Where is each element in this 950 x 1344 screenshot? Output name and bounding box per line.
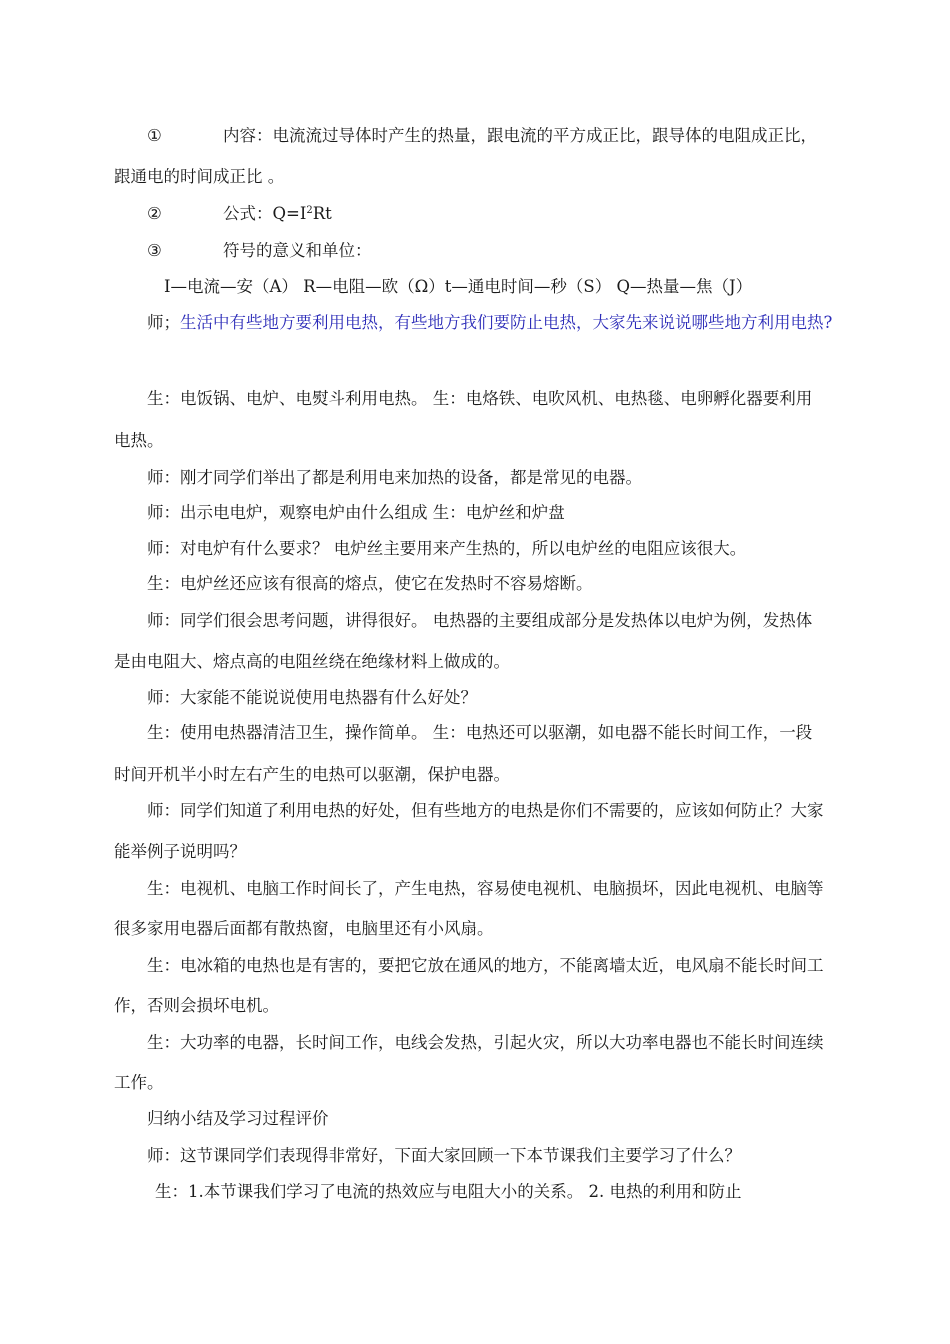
student-answer-1-line1: 生：电饭锅、电炉、电熨斗利用电热。 生：电烙铁、电吹风机、电热毯、电卵孵化器要利用 [147,389,813,408]
heat-law-formula [223,203,332,225]
teacher-line-6: 师：大家能不能说说使用电热器有什么好处？ [147,688,477,707]
teacher-line-5-1: 师：同学们很会思考问题，讲得很好。 电热器的主要组成部分是发热体以电炉为例，发热体 [147,611,813,630]
symbols-heading: 符号的意义和单位： [223,241,372,260]
student-line-9-2: 工作。 [114,1073,164,1092]
teacher-line-3: 师：出示电电炉，观察电炉由什么组成 生：电炉丝和炉盘 [147,503,565,522]
student-line-6-2: 时间开机半小时左右产生的电热可以驱潮，保护电器。 [114,765,510,784]
teacher-line-7-2: 能举例子说明吗？ [114,842,246,861]
heat-law-content-line1: 内容：电流流过导体时产生的热量，跟电流的平方成正比，跟导体的电阻成正比， [223,126,817,145]
student-line-8-1: 生：电冰箱的电热也是有害的，要把它放在通风的地方，不能离墙太近，电风扇不能长时间工 [147,956,824,975]
teacher-line-5-2: 是由电阻大、熔点高的电阻丝绕在绝缘材料上做成的。 [114,652,510,671]
list-marker-2: ② [147,204,162,223]
student-line-6-1: 生：使用电热器清洁卫生，操作简单。 生：电热还可以驱潮，如电器不能长时间工作，一段 [147,723,813,742]
summary-heading: 归纳小结及学习过程评价 [147,1109,329,1128]
teacher-question-1 [147,312,832,334]
teacher-line-4: 师：对电炉有什么要求？ 电炉丝主要用来产生热的，所以电炉丝的电阻应该很大。 [147,539,747,558]
list-marker-1: ① [147,126,162,145]
formula-exponent: 2 [306,205,313,216]
student-line-10: 生：1.本节课我们学习了电流的热效应与电阻大小的关系。 2. 电热的利用和防止 [155,1182,742,1201]
units-line: I—电流—安（A） R—电阻—欧（Ω）t—通电时间—秒（S） Q—热量—焦（J） [164,277,753,296]
heat-law-content-line2: 跟通电的时间成正比 。 [114,167,285,186]
teacher-line-7-1: 师：同学们知道了利用电热的好处，但有些地方的电热是你们不需要的，应该如何防止？大家 [147,801,824,820]
teacher-question-text: 生活中有些地方要利用电热，有些地方我们要防止电热，大家先来说说哪些地方利用电热? [180,313,833,332]
teacher-line-2: 师：刚才同学们举出了都是利用电来加热的设备，都是常见的电器。 [147,468,642,487]
student-line-8-2: 作，否则会损坏电机。 [114,996,279,1015]
teacher-line-10: 师：这节课同学们表现得非常好，下面大家回顾一下本节课我们主要学习了什么？ [147,1146,741,1165]
student-line-7-1: 生：电视机、电脑工作时间长了，产生电热，容易使电视机、电脑损坏，因此电视机、电脑等 [147,879,824,898]
formula-prefix: 公式：Q=I [223,204,307,223]
formula-suffix: Rt [312,204,332,223]
teacher-prefix: 师； [147,313,180,332]
student-line-7-2: 很多家用电器后面都有散热窗，电脑里还有小风扇。 [114,919,494,938]
student-answer-1-line2: 电热。 [114,431,164,450]
student-line-4: 生：电炉丝还应该有很高的熔点，使它在发热时不容易熔断。 [147,574,593,593]
student-line-9-1: 生：大功率的电器，长时间工作，电线会发热，引起火灾，所以大功率电器也不能长时间连续 [147,1033,824,1052]
list-marker-3: ③ [147,241,162,260]
